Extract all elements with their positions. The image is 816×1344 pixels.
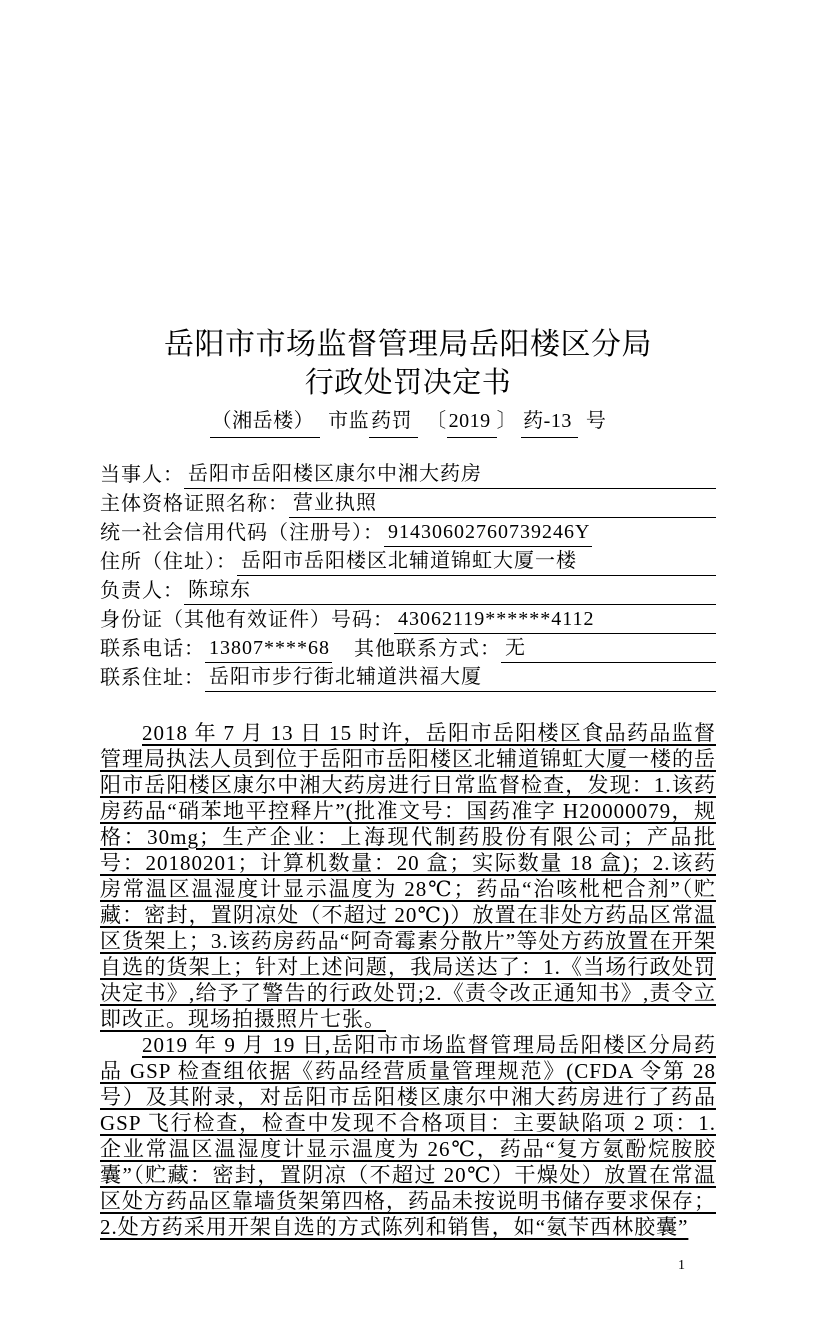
doc-number-serial: 药-13 [521,406,578,438]
field-label-other-contact: 其他联系方式： [354,638,501,660]
field-row-license-type [100,489,716,518]
field-label: 负责人： [100,580,184,602]
doc-number [100,406,716,438]
field-row-responsible-person [100,576,716,605]
doc-number-bracket-open: 〔 [426,410,447,432]
field-value: 营业执照 [289,491,716,518]
field-label: 联系住址： [100,667,205,689]
field-label: 当事人： [100,464,184,486]
field-label: 联系电话： [100,638,205,660]
field-row-party [100,460,716,489]
field-label: 统一社会信用代码（注册号）： [100,522,384,544]
field-label: 身份证（其他有效证件）号码： [100,609,394,631]
doc-subtitle: 行政处罚决定书 [304,367,512,399]
field-value: 91430602760739246Y [384,520,592,547]
field-row-contact-address [100,663,716,692]
field-row-id-number [100,605,716,634]
document-content [100,326,716,1240]
field-value-other-contact: 无 [501,636,716,663]
field-row-address [100,547,716,576]
field-value: 岳阳市步行街北辅道洪福大厦 [205,665,716,692]
body-paragraph-2: 2019 年 9 月 19 日,岳阳市市场监督管理局岳阳楼区分局药品 GSP 检查组依据《药品经营质量管理规范》(CFDA 令第 28 号）及其附录，对岳阳市岳阳楼区康尔中湘大药房进行了药品 GSP 飞行检查，检查中发现不合格项目：主要缺陷项 2 项：1.企业常温区温湿度计显示温度为 26℃，药品“复方氨酚烷胺胶囊”（贮藏：密封，置阴凉（不超过 20℃）干燥处）放置在常温区处方药品区靠墙货架第四格，药品未按说明书储存要求保存；2.处方药采用开架自选的方式陈列和销售，如“氨苄西林胶囊” [100,1033,716,1239]
field-value: 岳阳市岳阳楼区康尔中湘大药房 [184,462,716,489]
field-value: 岳阳市岳阳楼区北辅道锦虹大厦一楼 [237,549,716,576]
doc-number-category: 药罚 [369,406,418,438]
body-paragraph-1: 2018 年 7 月 13 日 15 时许，岳阳市岳阳楼区食品药品监督管理局执法人员到位于岳阳市岳阳楼区北辅道锦虹大厦一楼的岳阳市岳阳楼区康尔中湘大药房进行日常监督检查，发现：1.该药房药品“硝苯地平控释片”(批准文号：国药准字 H20000079，规格：30mg；生产企业：上海现代制药股份有限公司；产品批号：20180201；计算机数量：20 盒；实际数量 18 盒)；2.该药房常温区温湿度计显示温度为 28℃；药品“治咳枇杷合剂”（贮藏：密封，置阴凉处（不超过 20℃)）放置在非处方药品区常温区货架上；3.该药房药品“阿奇霉素分散片”等处方药放置在开架自选的货架上；针对上述问题，我局送达了：1.《当场行政处罚决定书》,给予了警告的行政处罚;2.《责令改正通知书》,责令立即改正。现场拍摄照片七张。 [100,721,716,1031]
doc-number-agency: 市监 [328,410,370,432]
field-label: 住所（住址）： [100,551,237,573]
field-label: 主体资格证照名称： [100,493,289,515]
doc-number-bracket-close: 〕 [496,410,518,432]
doc-number-issuer: （湘岳楼） [210,406,321,438]
field-value: 43062119******4112 [394,607,716,634]
doc-number-suffix: 号 [585,410,607,432]
field-row-credit-code [100,518,716,547]
document-body [100,720,716,1240]
field-value: 陈琼东 [184,578,716,605]
doc-number-year: 2019 [447,406,497,438]
field-row-phone [100,634,716,663]
page-number: 1 [678,1258,685,1273]
field-value-phone: 13807****68 [205,636,332,663]
party-info-fields [100,460,716,692]
doc-title: 岳阳市市场监督管理局岳阳楼区分局 [164,328,652,361]
